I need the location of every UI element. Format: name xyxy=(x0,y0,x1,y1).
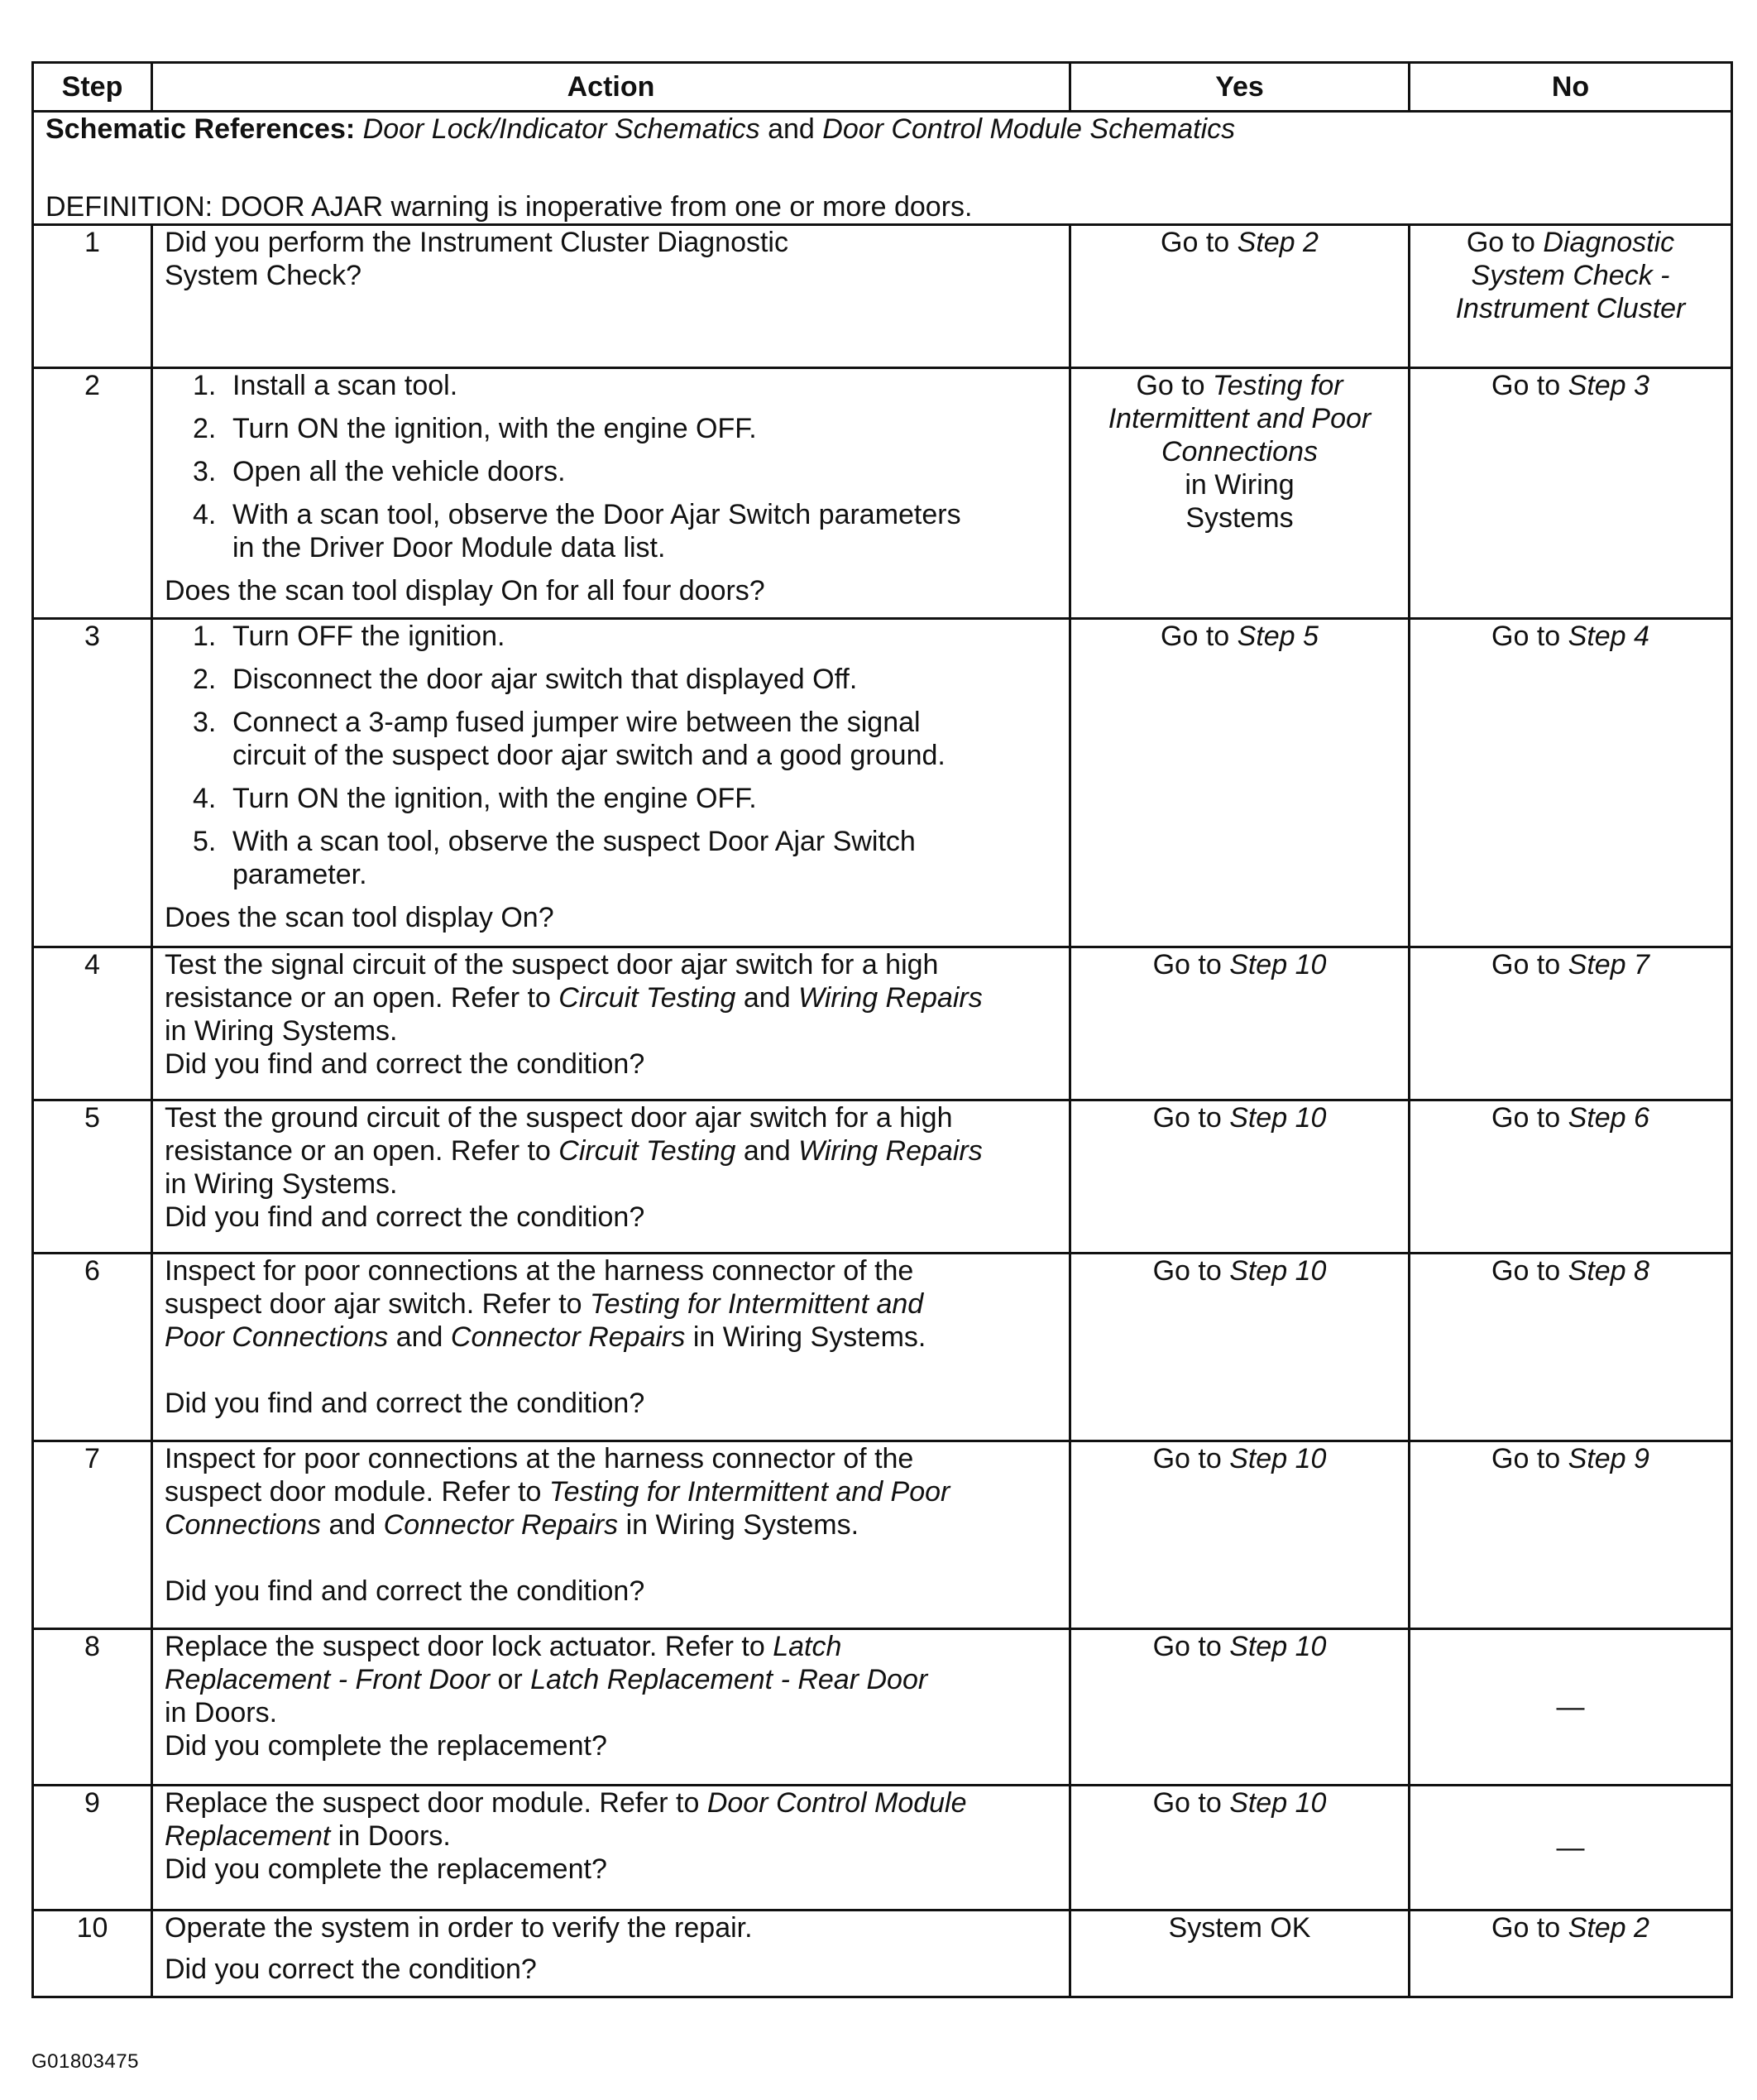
no-prefix: Go to xyxy=(1491,1102,1568,1134)
action-cell xyxy=(152,1786,1070,1911)
no-prefix: Go to xyxy=(1491,1255,1568,1287)
yes-link: Step 10 xyxy=(1229,1102,1327,1134)
action-text: Operate the system in order to verify the repair. xyxy=(165,1912,753,1944)
yes-prefix: Go to xyxy=(1152,1102,1230,1134)
yes-link: Step 10 xyxy=(1229,1631,1327,1662)
step-number: 4 xyxy=(33,947,152,1100)
no-link: Step 4 xyxy=(1568,621,1649,652)
action-cell xyxy=(152,619,1070,947)
no-link: Diagnostic System Check - Instrument Cluster xyxy=(1455,227,1686,324)
yes-prefix: Go to xyxy=(1161,227,1238,258)
yes-link: Step 10 xyxy=(1229,1255,1327,1287)
no-cell xyxy=(1410,1441,1732,1629)
action-question: Did you find and correct the condition? xyxy=(165,1388,645,1419)
ref-and: and xyxy=(768,113,815,145)
action-cell xyxy=(152,1911,1070,1997)
intro-cell xyxy=(33,112,1732,225)
table-row xyxy=(33,1911,1732,1997)
action-list xyxy=(165,369,1057,564)
reference-link: Latch Replacement - Front Door xyxy=(165,1631,842,1695)
action-cell xyxy=(152,1100,1070,1254)
no-cell xyxy=(1410,1100,1732,1254)
header-step: Step xyxy=(33,63,152,112)
action-question: Did you find and correct the condition? xyxy=(165,1048,645,1080)
step-number: 7 xyxy=(33,1441,152,1629)
yes-link: Step 10 xyxy=(1229,1443,1327,1474)
table-row xyxy=(33,619,1732,947)
yes-cell xyxy=(1070,225,1410,368)
table-row xyxy=(33,1100,1732,1254)
reference-link: Door Control Module Replacement xyxy=(165,1787,967,1852)
action-question: Did you complete the replacement? xyxy=(165,1853,607,1885)
yes-link: Step 5 xyxy=(1237,621,1319,652)
action-text: Replace the suspect door lock actuator. Refer to Latch Replacement - Front Door or Latch Replacement - Rear Door in Doors. xyxy=(165,1631,928,1728)
step-number: 2 xyxy=(33,368,152,619)
no-link: Step 7 xyxy=(1568,949,1649,980)
list-item: 3. Open all the vehicle doors. xyxy=(193,456,566,487)
yes-cell xyxy=(1070,1100,1410,1254)
action-text: Inspect for poor connections at the harness connector of the suspect door module. Refer to Testing for Intermittent and Poor Connections and Connector Repairs in Wiring Systems. xyxy=(165,1443,950,1541)
action-text: Test the signal circuit of the suspect door ajar switch for a high resistance or an open. Refer to Circuit Testing and Wiring Repairs in Wiring Systems. xyxy=(165,949,983,1047)
action-cell xyxy=(152,947,1070,1100)
table-row xyxy=(33,1441,1732,1629)
figure-id: G01803475 xyxy=(31,2050,139,2073)
action-cell xyxy=(152,1629,1070,1786)
no-prefix: Go to xyxy=(1491,1443,1568,1474)
list-item: 1. Install a scan tool. xyxy=(193,370,458,401)
reference-link: Testing for Intermittent and Poor Connections xyxy=(165,1288,924,1353)
action-question: Does the scan tool display On for all four doors? xyxy=(165,575,765,607)
no-cell xyxy=(1410,619,1732,947)
no-cell xyxy=(1410,947,1732,1100)
yes-prefix: Go to xyxy=(1161,621,1238,652)
yes-cell xyxy=(1070,619,1410,947)
yes-prefix: Go to xyxy=(1152,1631,1230,1662)
header-row xyxy=(33,63,1732,112)
no-cell xyxy=(1410,225,1732,368)
table-row xyxy=(33,225,1732,368)
step-number: 10 xyxy=(33,1911,152,1997)
no-prefix: Go to xyxy=(1491,370,1568,401)
yes-cell xyxy=(1070,1786,1410,1911)
yes-suffix: in Wiring Systems xyxy=(1185,469,1295,534)
action-text: Replace the suspect door module. Refer to Door Control Module Replacement in Doors. xyxy=(165,1787,967,1852)
no-prefix: Go to xyxy=(1491,1912,1568,1944)
table-row xyxy=(33,1786,1732,1911)
yes-link: Step 10 xyxy=(1229,949,1327,980)
reference-link: Latch Replacement - Rear Door xyxy=(530,1664,928,1695)
table-row xyxy=(33,1254,1732,1441)
no-link: Step 6 xyxy=(1568,1102,1649,1134)
action-cell xyxy=(152,368,1070,619)
yes-prefix: Go to xyxy=(1152,1255,1230,1287)
reference-link: Wiring Repairs xyxy=(798,1135,983,1167)
intro-row xyxy=(33,112,1732,225)
yes-prefix: Go to xyxy=(1152,1787,1230,1819)
list-item: 5. With a scan tool, observe the suspect Door Ajar Switch parameter. xyxy=(193,826,916,890)
step-number: 8 xyxy=(33,1629,152,1786)
step-number: 1 xyxy=(33,225,152,368)
list-item: 2. Disconnect the door ajar switch that displayed Off. xyxy=(193,664,858,695)
schematic-references xyxy=(45,113,1719,146)
action-cell xyxy=(152,225,1070,368)
action-text: Test the ground circuit of the suspect door ajar switch for a high resistance or an open. Refer to Circuit Testing and Wiring Repairs in Wiring Systems. xyxy=(165,1102,983,1200)
header-no: No xyxy=(1410,63,1732,112)
yes-link: Step 10 xyxy=(1229,1787,1327,1819)
action-question: Did you correct the condition? xyxy=(165,1954,537,1985)
reference-link: Connector Repairs xyxy=(450,1321,686,1353)
no-cell: — xyxy=(1410,1629,1732,1786)
yes-cell xyxy=(1070,947,1410,1100)
yes-prefix: Go to xyxy=(1152,949,1230,980)
definition: DEFINITION: DOOR AJAR warning is inoperative from one or more doors. xyxy=(45,191,973,223)
table-row xyxy=(33,368,1732,619)
ref-label: Schematic References: xyxy=(45,113,356,145)
yes-cell xyxy=(1070,1254,1410,1441)
action-cell xyxy=(152,1254,1070,1441)
yes-cell: System OK xyxy=(1070,1911,1410,1997)
reference-link: Wiring Repairs xyxy=(798,982,983,1014)
reference-link: Connector Repairs xyxy=(383,1509,619,1541)
table-row xyxy=(33,947,1732,1100)
no-prefix: Go to xyxy=(1491,621,1568,652)
no-prefix: Go to xyxy=(1491,949,1568,980)
reference-link: Circuit Testing xyxy=(558,1135,736,1167)
step-number: 3 xyxy=(33,619,152,947)
no-link: Step 8 xyxy=(1568,1255,1649,1287)
action-cell xyxy=(152,1441,1070,1629)
no-link: Step 9 xyxy=(1568,1443,1649,1474)
header-action: Action xyxy=(152,63,1070,112)
step-number: 9 xyxy=(33,1786,152,1911)
no-link: Step 3 xyxy=(1568,370,1649,401)
action-text: Inspect for poor connections at the harness connector of the suspect door ajar switch. Refer to Testing for Intermittent and Poor Connections and Connector Repairs in Wiring Systems. xyxy=(165,1255,926,1353)
diagnostic-table xyxy=(31,61,1733,1998)
yes-link: Testing for Intermittent and Poor Connections xyxy=(1108,370,1372,467)
no-cell xyxy=(1410,1254,1732,1441)
list-item: 4. Turn ON the ignition, with the engine OFF. xyxy=(193,783,757,814)
list-item: 3. Connect a 3-amp fused jumper wire between the signal circuit of the suspect door ajar switch and a good ground. xyxy=(193,707,946,771)
table-row xyxy=(33,1629,1732,1786)
step-number: 5 xyxy=(33,1100,152,1254)
yes-cell xyxy=(1070,368,1410,619)
yes-cell xyxy=(1070,1441,1410,1629)
action-list xyxy=(165,620,1057,891)
list-item: 2. Turn ON the ignition, with the engine OFF. xyxy=(193,413,757,444)
header-yes: Yes xyxy=(1070,63,1410,112)
yes-prefix: Go to xyxy=(1152,1443,1230,1474)
yes-link: Step 2 xyxy=(1237,227,1319,258)
yes-cell xyxy=(1070,1629,1410,1786)
yes-prefix: Go to xyxy=(1136,370,1214,401)
no-cell xyxy=(1410,1911,1732,1997)
action-question: Did you find and correct the condition? xyxy=(165,1201,645,1233)
action-question: Did you find and correct the condition? xyxy=(165,1575,645,1607)
action-text: Did you perform the Instrument Cluster Diagnostic System Check? xyxy=(165,227,788,291)
action-question: Does the scan tool display On? xyxy=(165,902,554,933)
no-cell xyxy=(1410,368,1732,619)
reference-link: Circuit Testing xyxy=(558,982,736,1014)
no-link: Step 2 xyxy=(1568,1912,1649,1944)
reference-link: Testing for Intermittent and Poor Connections xyxy=(165,1476,950,1541)
action-question: Did you complete the replacement? xyxy=(165,1730,607,1762)
list-item: 1. Turn OFF the ignition. xyxy=(193,621,505,652)
list-item: 4. With a scan tool, observe the Door Ajar Switch parameters in the Driver Door Module data list. xyxy=(193,499,961,563)
step-number: 6 xyxy=(33,1254,152,1441)
no-cell: — xyxy=(1410,1786,1732,1911)
ref-a: Door Lock/Indicator Schematics xyxy=(362,113,760,145)
ref-b: Door Control Module Schematics xyxy=(822,113,1236,145)
no-prefix: Go to xyxy=(1466,227,1544,258)
